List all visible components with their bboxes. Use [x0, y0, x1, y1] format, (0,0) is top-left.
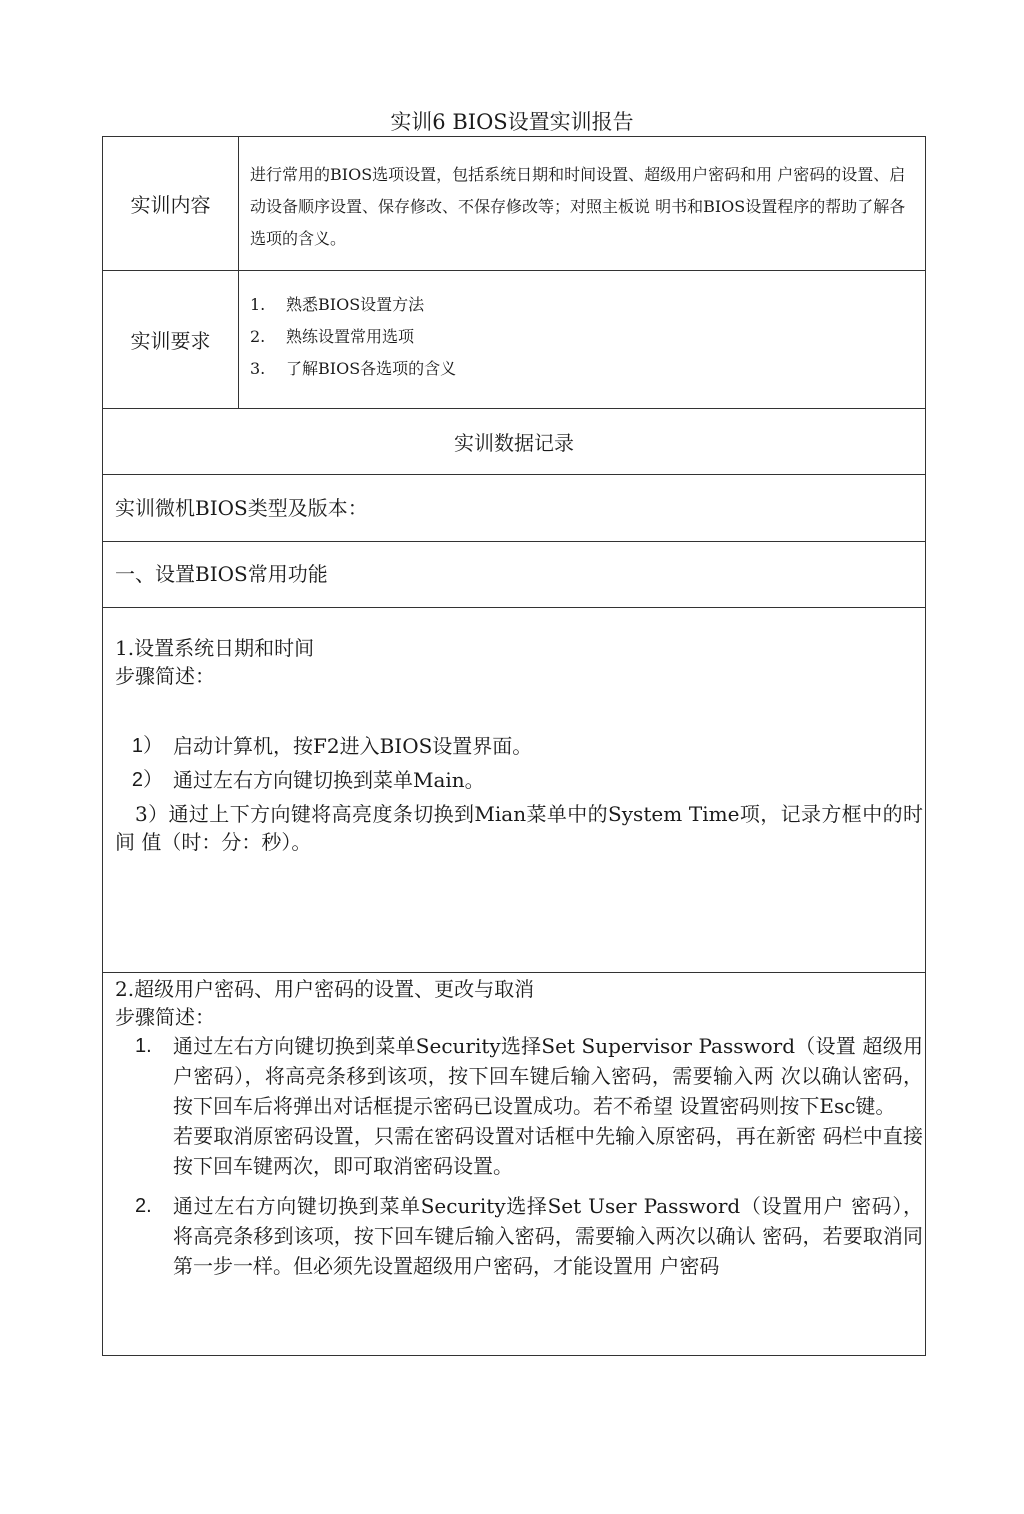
row-records-heading	[103, 409, 925, 475]
requirements-list	[250, 289, 913, 385]
list-item: 2. 熟练设置常用选项	[250, 327, 415, 346]
row-requirements	[103, 271, 925, 409]
label-requirements: 实训要求	[103, 271, 239, 408]
part2-step-2: 2. 通过左右方向键切换到菜单Security选择Set User Password（设置用户 密码），将高亮条移到该项，按下回车键后输入密码，需要输入两次以确认 密码，若要取消同第一步一样。但必须先设置超级用户密码，才能设置用 户密码	[135, 1194, 923, 1278]
part2-title: 2.超级用户密码、用户密码的设置、更改与取消	[115, 977, 535, 1001]
part1-step-1: 1） 启动计算机，按F2进入BIOS设置界面。	[131, 734, 533, 758]
list-item: 3. 了解BIOS各选项的含义	[250, 359, 457, 378]
row-bios-type	[103, 475, 925, 542]
report-table	[102, 136, 926, 1356]
part1-subtitle: 步骤简述：	[115, 664, 215, 688]
part1-step-3: 3）通过上下方向键将高亮度条切换到Mian菜单中的System Time项，记录方框中的时间 值（时：分：秒）。	[115, 802, 923, 854]
part1-block	[115, 634, 923, 856]
row-part2	[103, 973, 925, 1357]
content-text: 进行常用的BIOS选项设置，包括系统日期和时间设置、超级用户密码和用 户密码的设置、启动设备顺序设置、保存修改、不保存修改等；对照主板说 明书和BIOS设置程序的帮助了解各选项的含义。	[250, 165, 906, 248]
part2-step-1: 1. 通过左右方向键切换到菜单Security选择Set Supervisor Password（设置 超级用户密码），将高亮条移到该项，按下回车键后输入密码，需要输入两 次以确认密码，按下回车后将弹出对话框提示密码已设置成功。若不希望 设置密码则按下Esc键。 若要取消原密码设置，只需在密码设置对话框中先输入原密码，再在新密 码栏中直接按下回车键两次，即可取消密码设置。	[135, 1034, 923, 1178]
part2-subtitle: 步骤简述：	[115, 1005, 215, 1029]
bios-type-label: 实训微机BIOS类型及版本：	[115, 496, 368, 520]
report-title: 实训6 BIOS设置实训报告	[390, 110, 634, 134]
part2-step-1-note: 若要取消原密码设置，只需在密码设置对话框中先输入原密码，再在新密 码栏中直接按下回车键两次，即可取消密码设置。	[173, 1124, 923, 1178]
list-item: 1. 熟悉BIOS设置方法	[250, 295, 425, 314]
section-one-heading: 一、设置BIOS常用功能	[115, 562, 328, 586]
label-content: 实训内容	[103, 137, 239, 270]
part1-title: 1.设置系统日期和时间	[115, 636, 315, 660]
part2-block	[115, 975, 923, 1281]
row-content	[103, 137, 925, 271]
records-heading: 实训数据记录	[454, 431, 574, 455]
row-section-one	[103, 542, 925, 608]
part1-step-2: 2） 通过左右方向键切换到菜单Main。	[131, 768, 485, 792]
row-part1	[103, 608, 925, 973]
